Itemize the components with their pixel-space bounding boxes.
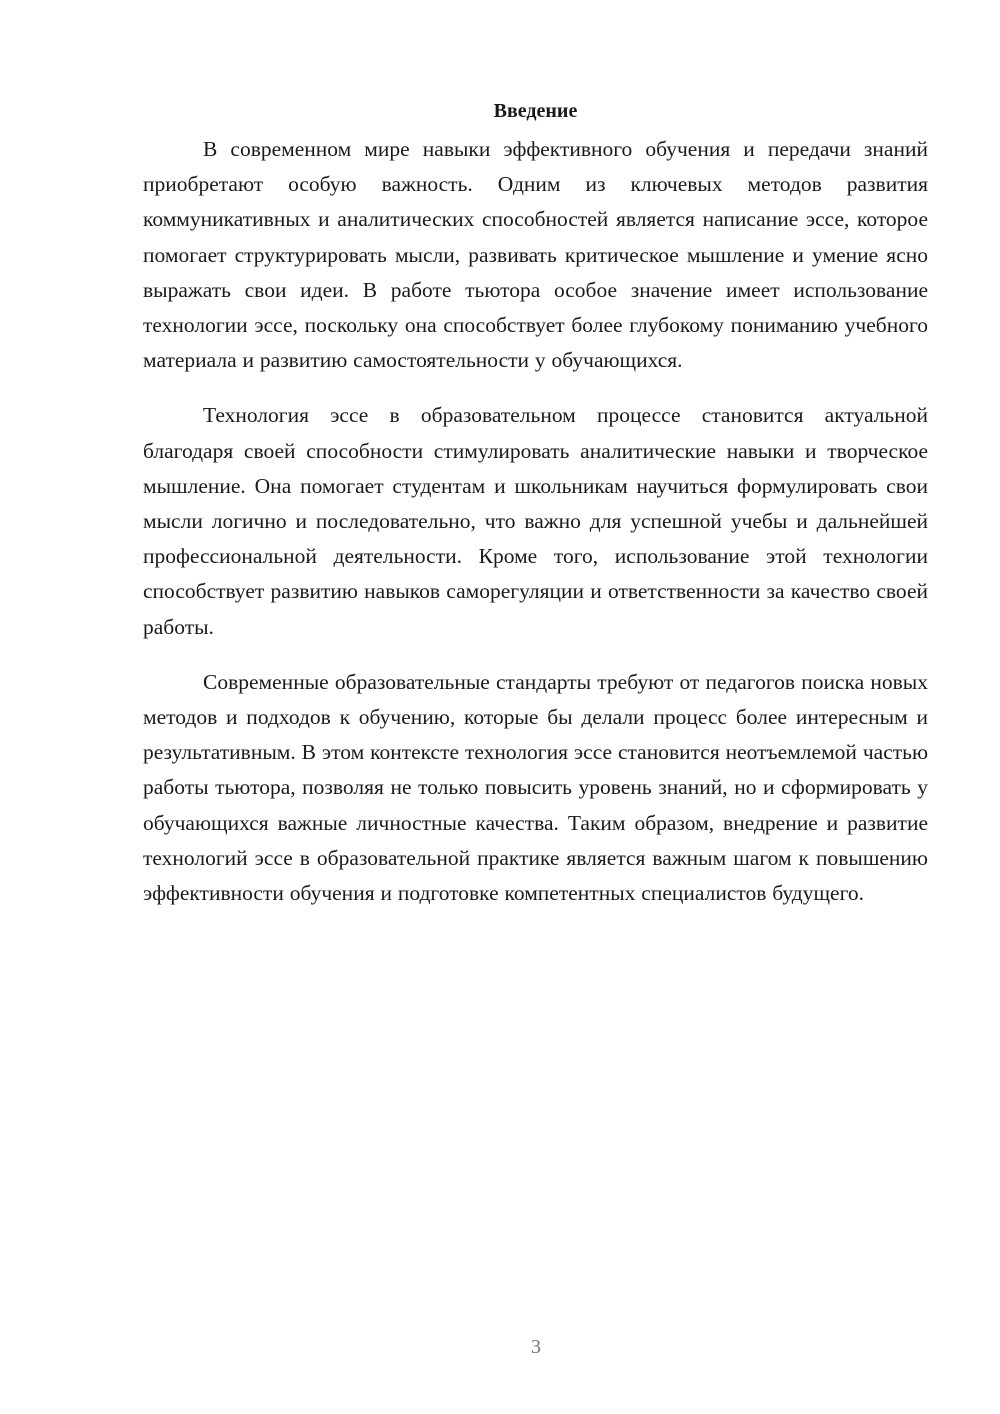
paragraph-3: Современные образовательные стандарты требуют от педагогов поиска новых методов и подходов к обучению, которые бы делали процесс более интересным и результативным. В этом контексте технология эссе становится неотъемлемой частью работы тьютора, позволяя не только повысить уровень знаний, но и сформировать у обучающихся важные личностные качества. Таким образом, внедрение и развитие технологий эссе в образовательной практике является важным шагом к повышению эффективности обучения и подготовке компетентных специалистов будущего. bbox=[143, 669, 928, 906]
page-number: 3 bbox=[531, 1336, 541, 1358]
section-heading: Введение bbox=[493, 100, 578, 122]
paragraph-2: Технология эссе в образовательном процессе становится актуальной благодаря своей способности стимулировать аналитические навыки и творческое мышление. Она помогает студентам и школьникам научиться формулировать свои мысли логично и последовательно, что важно для успешной учебы и дальнейшей профессиональной деятельности. Кроме того, использование этой технологии способствует развитию навыков саморегуляции и ответственности за качество своей работы. bbox=[143, 403, 928, 639]
page-content bbox=[143, 96, 928, 931]
paragraph-1: В современном мире навыки эффективного обучения и передачи знаний приобретают особую важность. Одним из ключевых методов развития коммуникативных и аналитических способностей является написание эссе, которое помогает структурировать мысли, развивать критическое мышление и умение ясно выражать свои идеи. В работе тьютора особое значение имеет использование технологии эссе, поскольку она способствует более глубокому пониманию учебного материала и развитию самостоятельности у обучающихся. bbox=[143, 137, 928, 373]
